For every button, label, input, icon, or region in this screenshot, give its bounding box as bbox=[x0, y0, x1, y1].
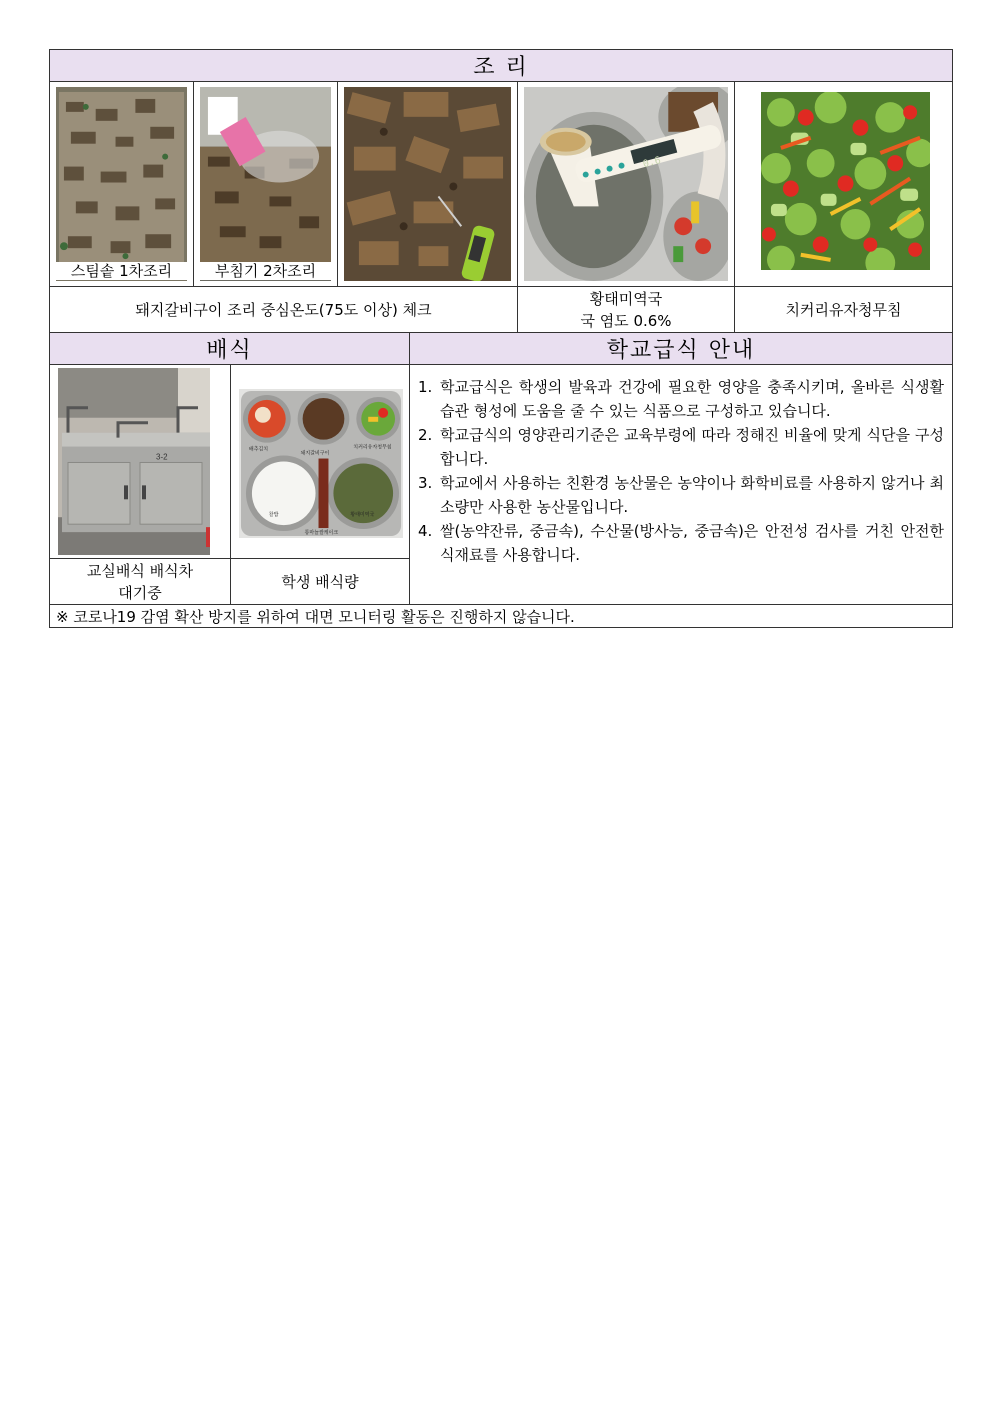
tray-label-soup: 황태미역국 bbox=[350, 512, 375, 519]
soup-salinity-value: 국 염도 0.6% bbox=[580, 311, 672, 330]
meal-tray-photo bbox=[239, 389, 403, 538]
tray-label-kimchi: 배추김치 bbox=[248, 446, 269, 453]
tray-label-main: 돼지갈비구이 bbox=[300, 450, 330, 457]
griddle-cooking-caption: 부침기 2차조리 bbox=[200, 262, 331, 280]
griddle-cooking-photo bbox=[200, 87, 331, 281]
cart-caption-line2: 대기중 bbox=[118, 583, 162, 602]
guide-content bbox=[410, 365, 953, 605]
guide-item: 1. 학교급식은 학생의 발육과 건강에 필요한 영양을 충족시키며, 올바른 식생활 습관 형성에 도움을 줄 수 있는 식품으로 구성하고 있습니다. bbox=[418, 378, 945, 420]
photo-cell-salinity bbox=[518, 82, 735, 287]
core-temperature-photo bbox=[344, 87, 511, 281]
photo-cell-salad bbox=[735, 82, 953, 287]
footer-note: ※ 코로나19 감염 확산 방지를 위하여 대면 모니터링 활동은 진행하지 않습니다. bbox=[50, 605, 953, 628]
tray-caption: 학생 배식량 bbox=[231, 559, 410, 605]
photo-cell-thermometer bbox=[338, 82, 518, 287]
serving-guide-table bbox=[49, 332, 953, 628]
soup-salinity-caption bbox=[518, 287, 735, 333]
salinity-meter-reading: 0.6 bbox=[641, 155, 663, 171]
cooking-header: 조 리 bbox=[50, 50, 953, 82]
report-table bbox=[49, 49, 953, 333]
salad-caption: 치커리유자청무침 bbox=[735, 287, 953, 333]
guide-item: 4. 쌀(농약잔류, 중금속), 수산물(방사능, 중금속)은 안전성 검사를 거친 안전한 식재료를 사용합니다. bbox=[418, 522, 945, 564]
photo-cell-tray bbox=[231, 365, 410, 559]
soup-salinity-photo bbox=[524, 87, 728, 281]
tray-label-rice: 찰밥 bbox=[268, 512, 279, 519]
photo-cell-cart bbox=[50, 365, 231, 559]
guide-header: 학교급식 안내 bbox=[410, 333, 953, 365]
tray-label-dessert: 통마늘쌀케이크 bbox=[304, 530, 339, 537]
guide-item: 2. 학교급식의 영양관리기준은 교육부령에 따라 정해진 비율에 맞게 식단을 구성합니다. bbox=[418, 426, 945, 468]
steam-cooking-caption: 스팀솥 1차조리 bbox=[56, 262, 187, 280]
chicory-salad-photo bbox=[761, 92, 930, 270]
guide-list bbox=[418, 375, 944, 567]
serving-header: 배식 bbox=[50, 333, 410, 365]
photo-cell-steam bbox=[50, 82, 194, 287]
guide-item: 3. 학교에서 사용하는 친환경 농산물은 농약이나 화학비료를 사용하지 않거나 최소량만 사용한 농산물입니다. bbox=[418, 474, 945, 516]
cart-caption-line1: 교실배식 배식차 bbox=[86, 561, 194, 580]
serving-cart-photo bbox=[58, 368, 210, 555]
steam-cooking-photo bbox=[56, 87, 187, 281]
meal-report bbox=[49, 49, 952, 628]
temp-check-caption: 돼지갈비구이 조리 중심온도(75도 이상) 체크 bbox=[50, 287, 518, 333]
cart-caption bbox=[50, 559, 231, 605]
tray-label-salad: 치커리유자청무침 bbox=[353, 444, 392, 451]
cart-number: 3-2 bbox=[156, 452, 168, 462]
soup-name: 황태미역국 bbox=[589, 289, 663, 308]
photo-cell-griddle bbox=[194, 82, 338, 287]
